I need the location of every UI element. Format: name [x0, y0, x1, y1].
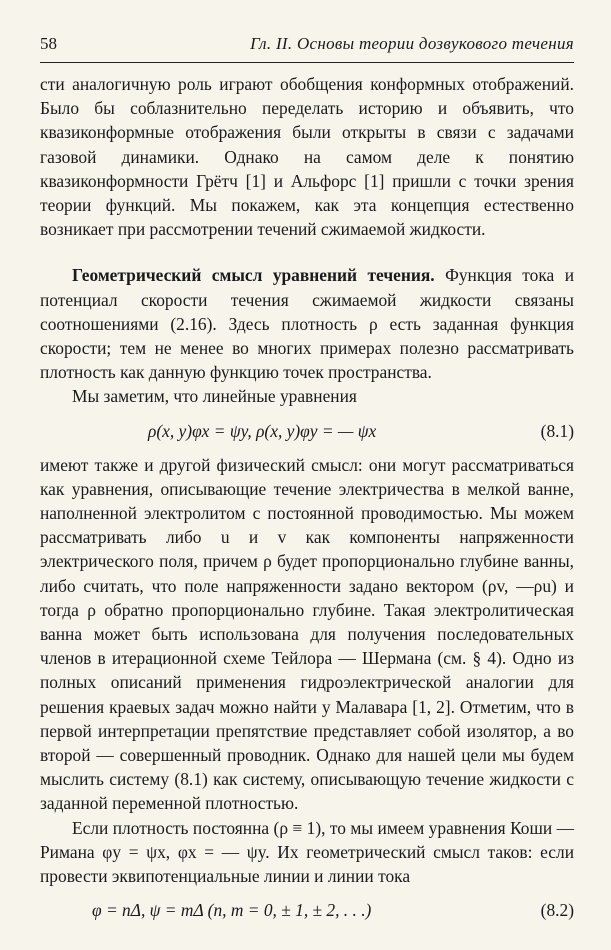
section-gap [40, 241, 574, 263]
equation-8-2-body: φ = nΔ, ψ = mΔ (n, m = 0, ± 1, ± 2, . . .) [92, 900, 372, 921]
equation-8-1 [40, 409, 574, 453]
equation-8-1-body: ρ(x, y)φx = ψy, ρ(x, y)φy = — ψx [148, 420, 377, 441]
paragraph-5: Если плотность постоянна (ρ ≡ 1), то мы имеем уравнения Коши — Римана φy = ψx, φx = — ψy. Их геометрический смысл таков: если провести эквипотенциальные линии и линии тока [40, 817, 574, 887]
paragraph-4: имеют также и другой физический смысл: они могут рассматриваться как уравнения, описывающие течение электричества в мелкой ванне, наполненной электролитом с постоянной проводимостью. Мы можем рассматривать либо u и v как компоненты напряженности электрического поля, причем ρ будет пропорционально глубине ванны, либо считать, что поле напряженности задано вектором (ρv, —ρu) и тогда ρ обратно пропорционально глубине. Такая электролитическая ванна может быть использована для получения последовательных членов в итерационной схеме Тейлора — Шермана (см. § 4). Одно из полных описаний применения гидроэлектрической аналогии для решения краевых задач можно найти у Малавара [1, 2]. Отметим, что в первой интерпретации препятствие представляет собой изолятор, а во второй — совершенный проводник. Однако для нашей цели мы будем мыслить систему (8.1) как систему, описывающую течение жидкости с заданной переменной плотностью. [40, 454, 574, 814]
header-rule [40, 62, 574, 63]
paragraph-2-text: Функция тока и потенциал скорости течения сжимаемой жидкости связаны соотношениями (2.16). Здесь плотность ρ есть заданная функция скорости; тем не менее во многих примерах полезно рассматривать плотность как данную функцию точек пространства. [40, 265, 575, 383]
page-number: 58 [40, 34, 57, 53]
page-body [40, 72, 574, 928]
equation-8-1-label: (8.1) [540, 420, 574, 441]
equation-8-2-label: (8.2) [540, 900, 574, 921]
page-header [40, 34, 574, 62]
running-title: Гл. II. Основы теории дозвукового течения [250, 34, 574, 53]
paragraph-1: сти аналогичную роль играют обобщения конформных отображений. Было бы соблазнительно переделать историю и объявить, что квазиконформные отображения были открыты в связи с задачами газовой динамики. Однако на самом деле к понятию квазиконформности Грётч [1] и Альфорс [1] пришли с точки зрения теории функций. Мы покажем, как эта концепция естественно возникает при рассмотрении течений сжимаемой жидкости. [40, 74, 574, 240]
section-heading: Геометрический смысл уравнений течения. [72, 265, 435, 286]
equation-8-2 [40, 888, 574, 928]
paragraph-2 [40, 263, 574, 384]
paragraph-3: Мы заметим, что линейные уравнения [72, 386, 357, 407]
